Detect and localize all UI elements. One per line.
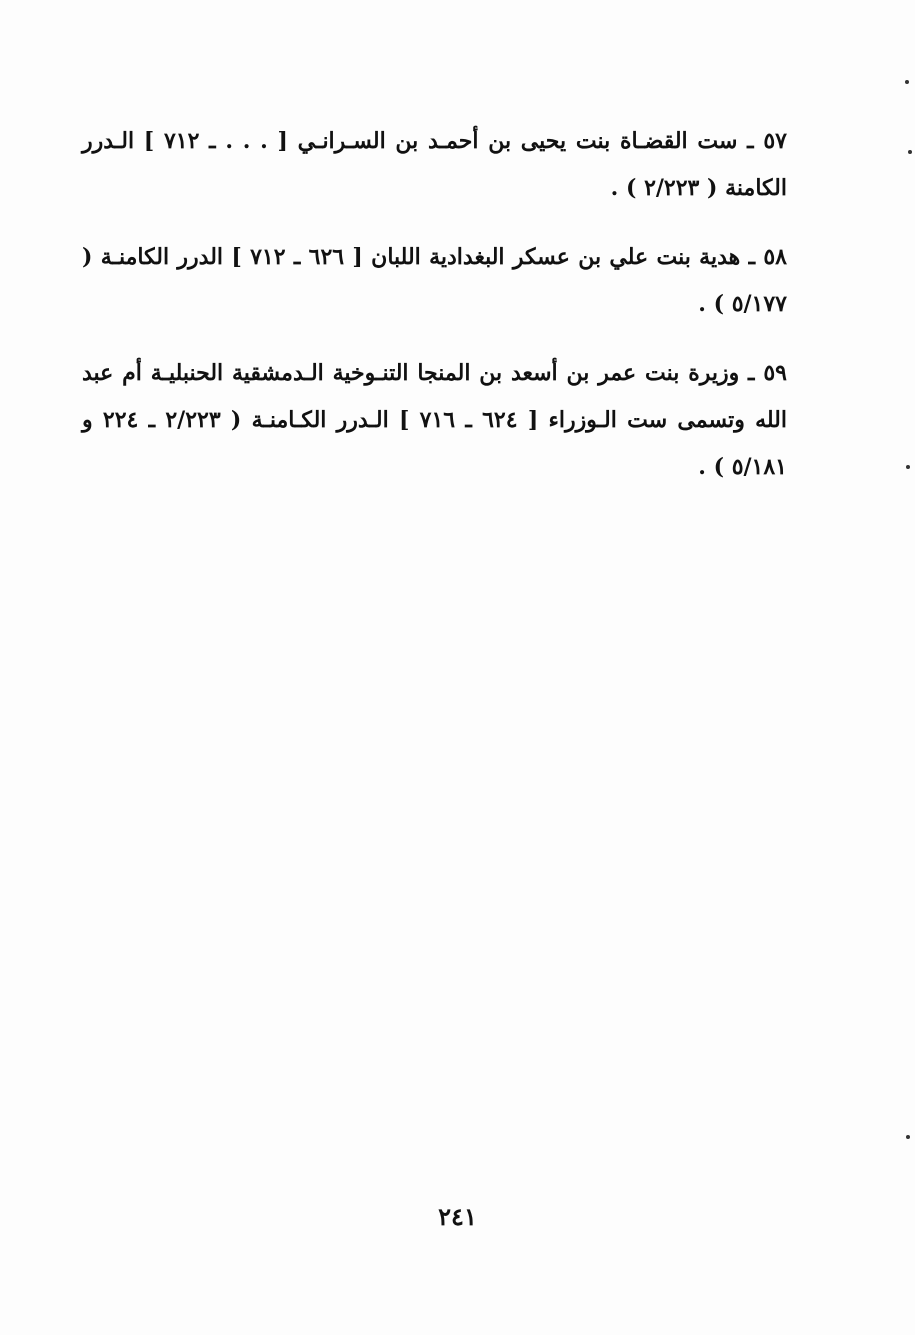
margin-dot xyxy=(906,1135,910,1139)
margin-dot xyxy=(908,150,912,154)
entry-text: ـ ست القضـاة بنت يحيى بن أحمـد بن السـرانـي [ . . . ـ ٧١٢ ] الـدرر الكامنة ( ٢/٢٢٣ ) . xyxy=(82,128,787,201)
margin-dot xyxy=(906,465,910,469)
entry-number: ٥٨ xyxy=(763,244,787,270)
entry-59 xyxy=(82,350,787,491)
page-number: ٢٤١ xyxy=(438,1202,477,1231)
entry-number: ٥٧ xyxy=(763,128,787,154)
margin-dot xyxy=(905,80,909,84)
entry-text: ـ وزيرة بنت عمر بن أسعد بن المنجا التنـوخية الـدمشقية الحنبليـة أم عبد الله وتسمى ست الـوزراء [ ٦٢٤ ـ ٧١٦ ] الـدرر الكـامنـة ( ٢/٢٢٣ ـ ٢٢٤ و ٥/١٨١ ) . xyxy=(82,360,787,480)
entry-number: ٥٩ xyxy=(763,360,787,386)
entries-list xyxy=(82,96,787,501)
entry-58 xyxy=(82,234,787,328)
entry-text: ـ هدية بنت علي بن عسكر البغدادية اللبان [ ٦٢٦ ـ ٧١٢ ] الدرر الكامنـة ( ٥/١٧٧ ) . xyxy=(82,244,787,317)
entry-57 xyxy=(82,118,787,212)
